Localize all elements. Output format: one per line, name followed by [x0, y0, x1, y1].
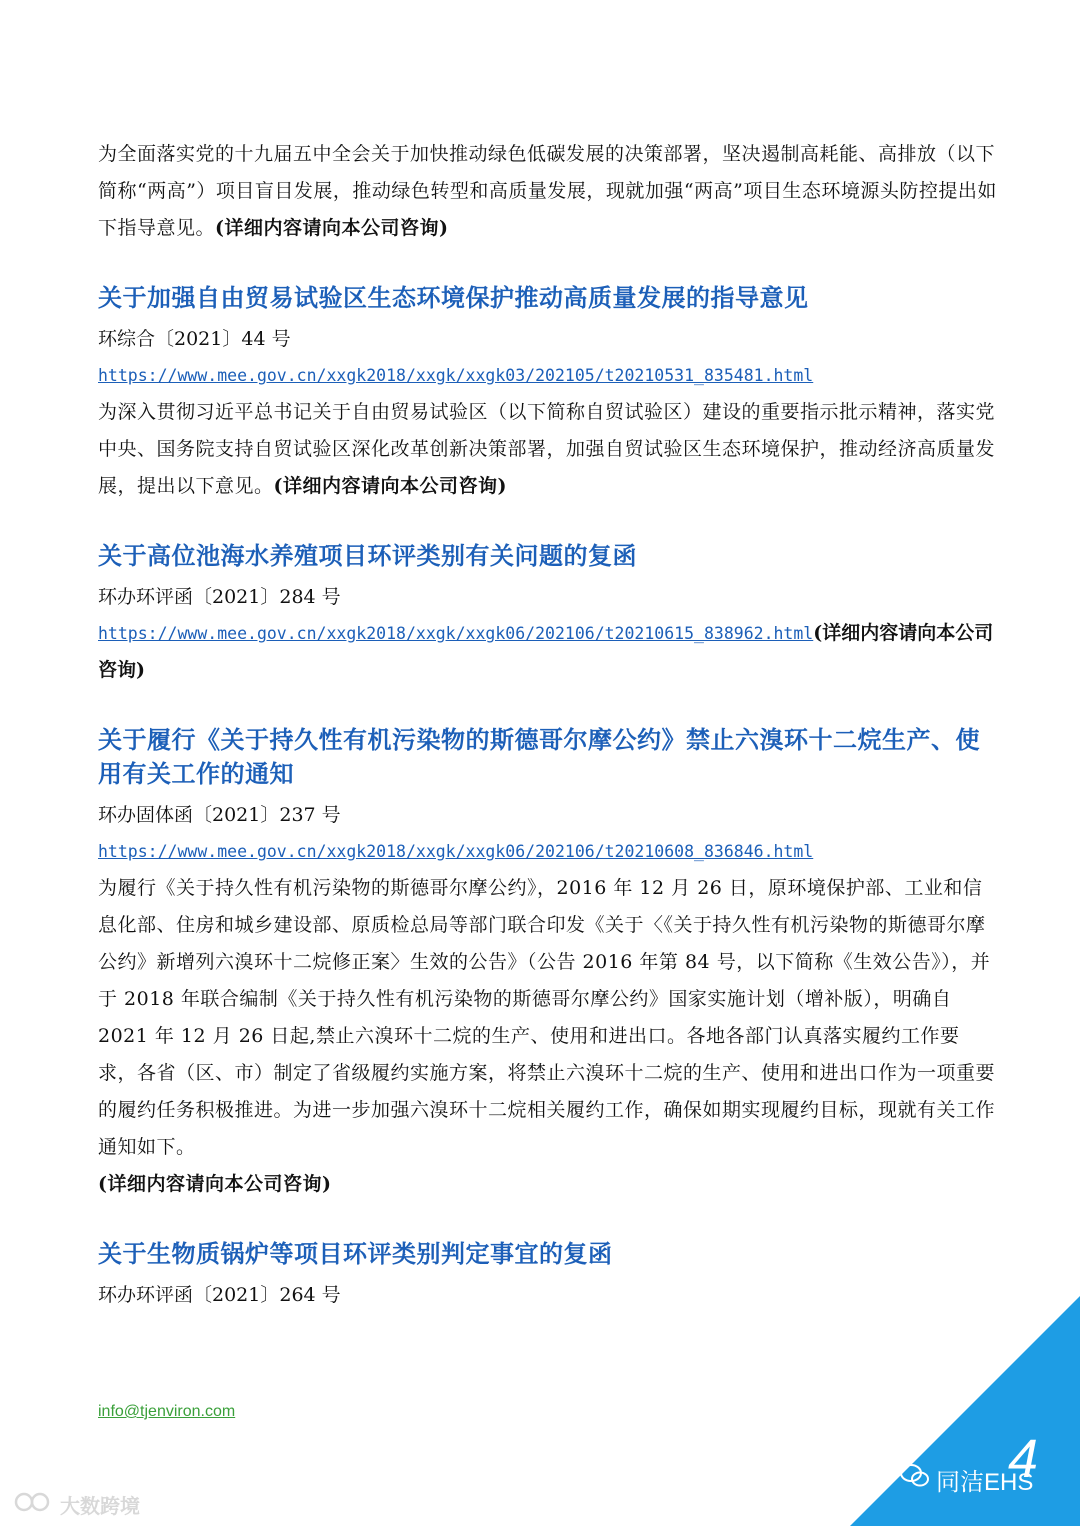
- document-link[interactable]: https://www.mee.gov.cn/xxgk2018/xxgk/xxgk03/202105/t20210531_835481.html: [98, 366, 814, 385]
- wechat-account-name: 同洁EHS: [936, 1469, 1034, 1496]
- item-title[interactable]: 关于履行《关于持久性有机污染物的斯德哥尔摩公约》禁止六溴环十二烷生产、使用有关工作的通知: [98, 725, 980, 788]
- item-summary: 为深入贯彻习近平总书记关于自由贸易试验区（以下简称自贸试验区）建设的重要指示批示精神，落实党中央、国务院支持自贸试验区深化改革创新决策部署，加强自贸试验区生态环境保护，推动经济高质量发展，提出以下意见。(详细内容请向本公司咨询): [98, 401, 996, 497]
- document-number: 环办固体函〔2021〕237 号: [98, 804, 341, 826]
- document-number: 环办环评函〔2021〕264 号: [98, 1284, 341, 1306]
- item-hbcd: [98, 723, 998, 1203]
- intro-paragraph: 为全面落实党的十九届五中全会关于加快推动绿色低碳发展的决策部署，坚决遏制高耗能、高排放（以下简称“两高”）项目盲目发展，推动绿色转型和高质量发展，现就加强“两高”项目生态环境源头防控提出如下指导意见。(详细内容请向本公司咨询): [98, 143, 997, 239]
- watermark-text: 大数跨境: [60, 1496, 140, 1518]
- item-note: (详细内容请向本公司咨询): [98, 1173, 332, 1195]
- wechat-icon: [900, 1463, 930, 1496]
- item-title[interactable]: 关于加强自由贸易试验区生态环境保护推动高质量发展的指导意见: [98, 283, 809, 312]
- contact-email-link[interactable]: info@tjenviron.com: [98, 1403, 236, 1420]
- document-number: 环综合〔2021〕44 号: [98, 328, 291, 350]
- watermark: [14, 1490, 140, 1519]
- item-title[interactable]: 关于高位池海水养殖项目环评类别有关问题的复函: [98, 541, 637, 570]
- page-content: [98, 136, 998, 1313]
- item-summary: 为履行《关于持久性有机污染物的斯德哥尔摩公约》，2016 年 12 月 26 日，原环境保护部、工业和信息化部、住房和城乡建设部、原质检总局等部门联合印发《关于〈《关于持久性有机污染物的斯德哥尔摩公约》新增列六溴环十二烷修正案〉生效的公告》（公告 2016 年第 84 号，以下简称《生效公告》），并于 2018 年联合编制《关于持久性有机污染物的斯德哥尔摩公约》国家实施计划（增补版），明确自 2021 年 12 月 26 日起,禁止六溴环十二烷的生产、使用和进出口。各地各部门认真落实履约工作要求，各省（区、市）制定了省级履约实施方案，将禁止六溴环十二烷的生产、使用和进出口作为一项重要的履约任务积极推进。为进一步加强六溴环十二烷相关履约工作，确保如期实现履约目标，现就有关工作通知如下。 (详细内容请向本公司咨询): [98, 877, 996, 1195]
- document-link[interactable]: https://www.mee.gov.cn/xxgk2018/xxgk/xxgk06/202106/t20210615_838962.html: [98, 624, 814, 643]
- item-free-trade-zone: [98, 281, 998, 505]
- wechat-badge: [900, 1462, 1033, 1497]
- intro-note: (详细内容请向本公司咨询): [215, 217, 449, 239]
- item-note: (详细内容请向本公司咨询): [98, 622, 994, 681]
- document-link[interactable]: https://www.mee.gov.cn/xxgk2018/xxgk/xxgk06/202106/t20210608_836846.html: [98, 842, 814, 861]
- watermark-logo-icon: [14, 1491, 54, 1519]
- item-title[interactable]: 关于生物质锅炉等项目环评类别判定事宜的复函: [98, 1239, 613, 1268]
- document-number: 环办环评函〔2021〕284 号: [98, 586, 341, 608]
- item-note: (详细内容请向本公司咨询): [273, 475, 507, 497]
- page-number: 4: [1008, 1429, 1039, 1489]
- item-aquaculture: [98, 539, 998, 689]
